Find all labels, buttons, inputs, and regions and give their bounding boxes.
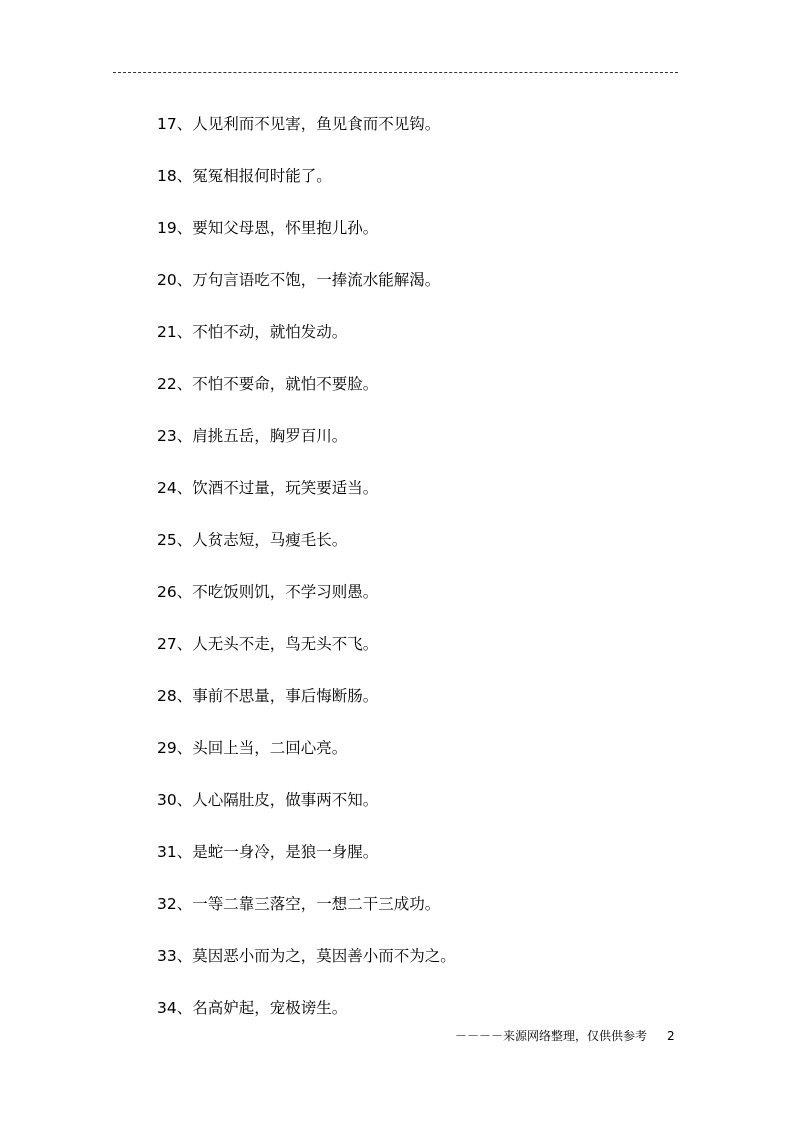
- entry-number: 32: [157, 895, 177, 913]
- list-item: [157, 578, 697, 630]
- entry-text: 、人贫志短，马瘦毛长。: [176, 531, 348, 549]
- entry-number: 21: [157, 323, 177, 341]
- list-item: [157, 318, 697, 370]
- list-item: [157, 942, 697, 994]
- entry-number: 18: [157, 167, 177, 185]
- entry-text: 、要知父母恩，怀里抱儿孙。: [176, 219, 379, 237]
- entry-number: 23: [157, 427, 177, 445]
- header-dashed-rule: [113, 72, 678, 73]
- list-item: [157, 890, 697, 942]
- entry-number: 29: [157, 739, 177, 757]
- list-item: [157, 526, 697, 578]
- footer-source-note: －－－－来源网络整理，仅供供参考: [455, 1029, 648, 1043]
- entry-number: 17: [157, 115, 177, 133]
- entry-text: 、是蛇一身冷，是狼一身腥。: [176, 843, 379, 861]
- entry-text: 、不怕不动，就怕发动。: [176, 323, 348, 341]
- entry-text: 、头回上当，二回心亮。: [176, 739, 348, 757]
- list-item: [157, 422, 697, 474]
- list-item: [157, 370, 697, 422]
- entry-text: 、饮酒不过量，玩笑要适当。: [176, 479, 379, 497]
- entry-text: 、人无头不走，鸟无头不飞。: [176, 635, 379, 653]
- entry-number: 22: [157, 375, 177, 393]
- entry-text: 、万句言语吃不饱，一捧流水能解渴。: [176, 271, 441, 289]
- list-item: [157, 214, 697, 266]
- list-item: [157, 266, 697, 318]
- entry-text: 、事前不思量，事后悔断肠。: [176, 687, 379, 705]
- entry-number: 24: [157, 479, 177, 497]
- entry-number: 30: [157, 791, 177, 809]
- entry-text: 、名高妒起，宠极谤生。: [176, 999, 348, 1017]
- entry-number: 26: [157, 583, 177, 601]
- entry-text: 、莫因恶小而为之，莫因善小而不为之。: [176, 947, 456, 965]
- entry-number: 20: [157, 271, 177, 289]
- list-item: [157, 474, 697, 526]
- list-item: [157, 630, 697, 682]
- list-item: [157, 162, 697, 214]
- list-item: [157, 682, 697, 734]
- entry-number: 34: [157, 999, 177, 1017]
- entry-number: 28: [157, 687, 177, 705]
- entry-text: 、人心隔肚皮，做事两不知。: [176, 791, 379, 809]
- list-item: [157, 734, 697, 786]
- entry-number: 19: [157, 219, 177, 237]
- list-item: [157, 838, 697, 890]
- proverb-list: [157, 110, 697, 1046]
- entry-number: 33: [157, 947, 177, 965]
- page-number: 2: [667, 1029, 675, 1043]
- entry-text: 、不怕不要命，就怕不要脸。: [176, 375, 379, 393]
- entry-text: 、冤冤相报何时能了。: [176, 167, 332, 185]
- entry-text: 、不吃饭则饥，不学习则愚。: [176, 583, 379, 601]
- entry-number: 27: [157, 635, 177, 653]
- entry-number: 31: [157, 843, 177, 861]
- list-item: [157, 786, 697, 838]
- entry-text: 、肩挑五岳，胸罗百川。: [176, 427, 348, 445]
- entry-text: 、一等二靠三落空，一想二干三成功。: [176, 895, 441, 913]
- entry-text: 、人见利而不见害，鱼见食而不见钩。: [176, 115, 441, 133]
- page-footer: [455, 1028, 675, 1044]
- list-item: [157, 110, 697, 162]
- entry-number: 25: [157, 531, 177, 549]
